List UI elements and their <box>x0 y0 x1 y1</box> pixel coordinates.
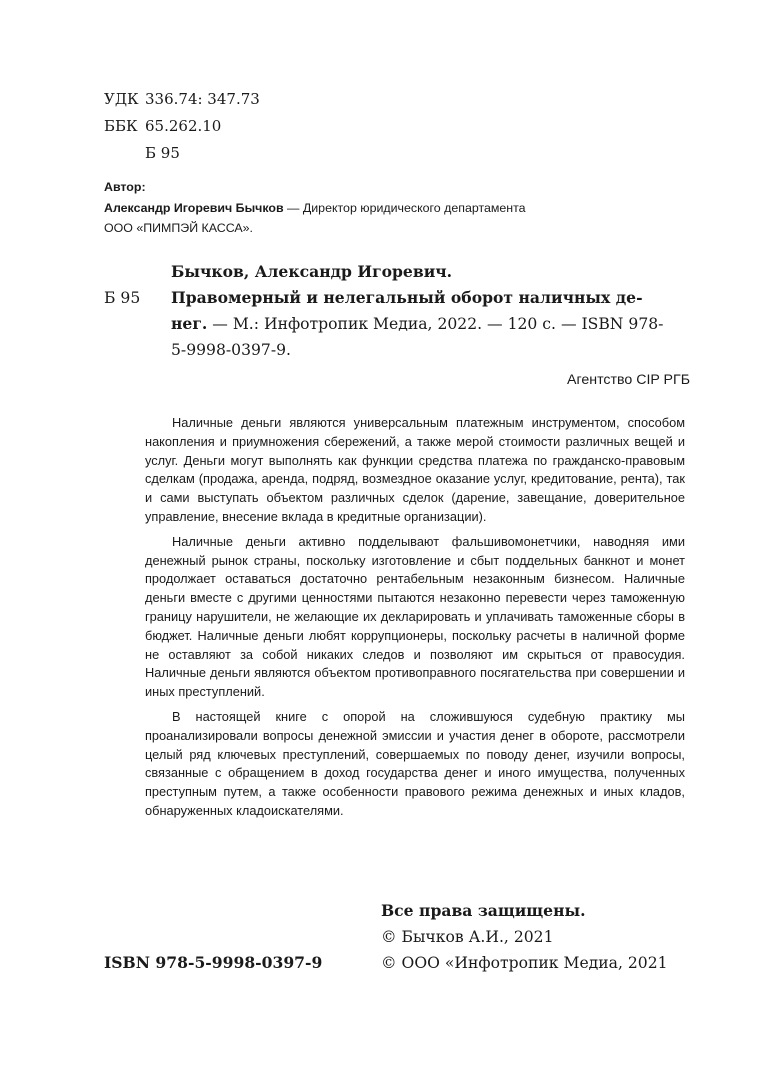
author-info-block <box>104 177 526 239</box>
cip-title-end: нег. <box>171 314 208 333</box>
cip-code: Б 95 <box>104 288 141 307</box>
copyright-publisher: © ООО «Инфотропик Медиа, 2021 <box>381 954 668 972</box>
cip-title-line <box>104 285 690 312</box>
cip-agency: Агентство CIP РГБ <box>567 372 690 388</box>
isbn-footer: ISBN 978-5-9998-0397-9 <box>104 953 323 972</box>
cip-record <box>104 259 690 394</box>
udk-label: УДК <box>104 90 139 108</box>
author-code: Б 95 <box>145 144 180 162</box>
abstract <box>145 414 685 827</box>
cip-author: Бычков, Александр Игоревич. <box>171 262 453 281</box>
abstract-paragraph: Наличные деньги являются универсальным платежным инструментом, способом накопления и приумножения сбережений, а также мерой стоимости различных вещей и услуг. Деньги могут выполнять как функции средства платежа по гражданско-правовым сделкам (продажа, аренда, подряд, возмездное оказание услуг, кредитование, рента), так и сами выступать объектом различных сделок (дарение, завещание, доверительное управление, внесение вклада в кредитные организации). <box>145 415 685 524</box>
udk-row <box>104 86 260 113</box>
author-heading: Автор: <box>104 180 146 194</box>
bbk-value: 65.262.10 <box>145 117 222 135</box>
bbk-row <box>104 113 260 140</box>
abstract-paragraph: В настоящей книге с опорой на сложившуюся судебную практику мы проанализировали вопросы денежной эмиссии и участия денег в обороте, рассмотрели целый ряд ключевых преступлений, совершаемых по поводу денег, изучили вопросы, связанные с обращением в доход государства денег и иного имущества, полученных преступным путем, а также особенности правового режима денежных и иных кладов, обнаруженных кладоискателями. <box>145 708 685 818</box>
copyright-author: © Бычков А.И., 2021 <box>381 928 554 946</box>
author-line <box>104 198 526 219</box>
udk-value: 336.74: 347.73 <box>145 90 260 108</box>
classification-block <box>104 86 260 167</box>
bbk-label: ББК <box>104 117 138 135</box>
cip-title: Правомерный и нелегальный оборот наличных де- <box>171 287 643 307</box>
rights-block <box>381 898 668 976</box>
cip-imprint-line <box>104 311 690 338</box>
author-code-row <box>104 140 260 167</box>
author-role: — Директор юридического департамента <box>283 200 526 215</box>
abstract-paragraph: Наличные деньги активно подделывают фальшивомонетчики, наводняя ими денежный рынок страны, поскольку изготовление и сбыт поддельных банкнот и монет продолжает оставаться достаточно рентабельным незаконным бизнесом. Наличные деньги вместе с другими ценностями пытаются незаконно перевести через таможенную границу нарушители, не желающие их декларировать и уплачивать таможенные сборы в бюджет. Наличные деньги любят коррупционеры, поскольку расчеты в наличной форме не оставляют за собой никаких следов и позволяют им скрыться от правосудия. Наличные деньги являются объектом противоправного посягательства при совершении и иных преступлений. <box>145 533 685 700</box>
cip-imprint: — М.: Инфотропик Медиа, 2022. — 120 с. — ISBN 978- <box>207 315 664 333</box>
cip-isbn-line: 5-9998-0397-9. <box>171 340 291 359</box>
author-company: ООО «ПИМПЭЙ КАССА». <box>104 221 253 235</box>
rights-title: Все права защищены. <box>381 901 586 920</box>
author-name: Александр Игоревич Бычков <box>104 200 284 215</box>
